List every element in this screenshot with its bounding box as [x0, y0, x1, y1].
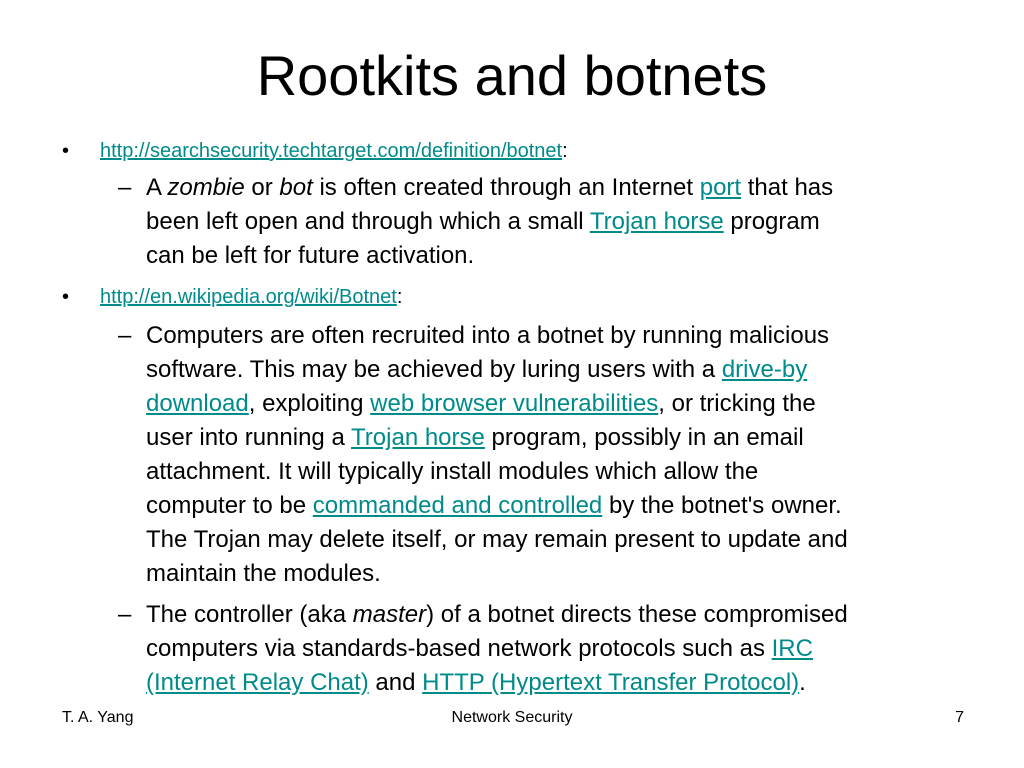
footer-page-number: 7: [955, 709, 964, 726]
dash-icon: –: [118, 322, 132, 349]
dash-icon: –: [118, 174, 132, 201]
irc-link[interactable]: IRC: [771, 635, 813, 662]
bullet-icon: •: [62, 140, 70, 162]
dash-icon: –: [118, 601, 132, 628]
http-link[interactable]: HTTP (Hypertext Transfer Protocol): [422, 669, 800, 696]
port-link[interactable]: port: [699, 174, 742, 201]
wikipedia-link[interactable]: http://en.wikipedia.org/wiki/Botnet: [100, 286, 397, 308]
footer-course: Network Security: [451, 709, 573, 726]
bullet-icon: •: [62, 286, 70, 308]
trojan-horse-link-2[interactable]: Trojan horse: [351, 424, 485, 451]
irc-link-cont[interactable]: (Internet Relay Chat): [146, 669, 369, 696]
slide-title: Rootkits and botnets: [256, 44, 768, 107]
commanded-and-controlled-link[interactable]: commanded and controlled: [312, 492, 603, 519]
trojan-horse-link[interactable]: Trojan horse: [589, 208, 724, 235]
drive-by-download-link-cont[interactable]: download: [146, 390, 249, 417]
drive-by-download-link[interactable]: drive-by: [721, 356, 808, 383]
web-browser-vulnerabilities-link[interactable]: web browser vulnerabilities: [370, 390, 659, 417]
footer-author: T. A. Yang: [62, 709, 134, 726]
techtarget-link[interactable]: http://searchsecurity.techtarget.com/definition/botnet: [100, 140, 563, 162]
